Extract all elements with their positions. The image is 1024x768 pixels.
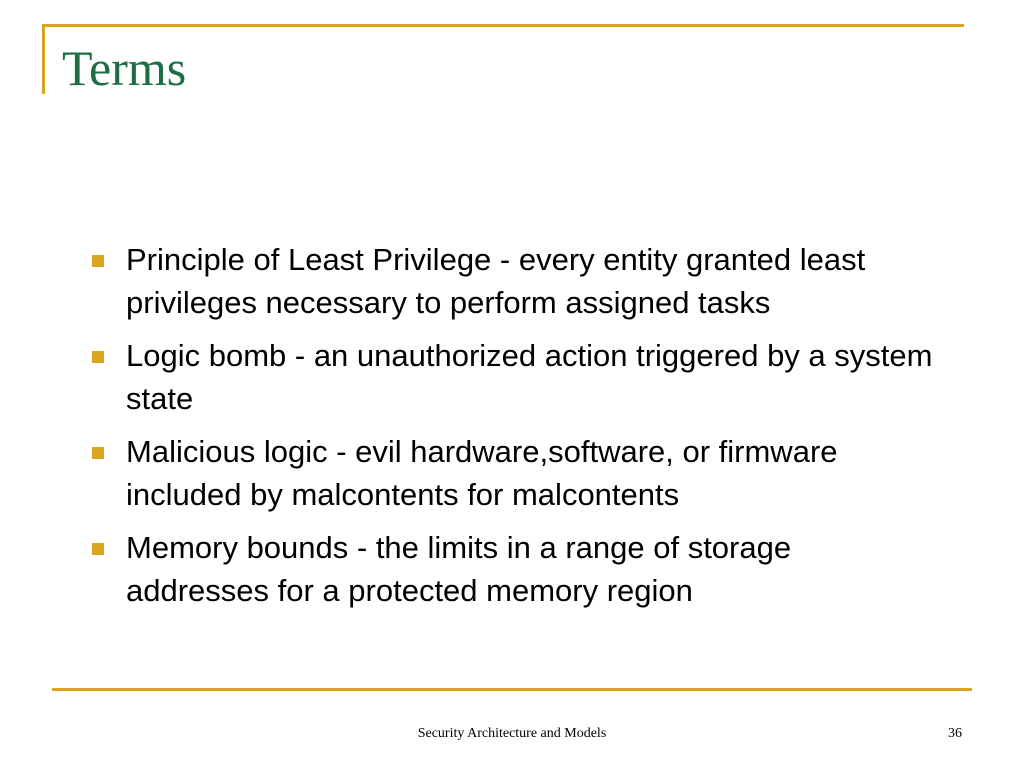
square-bullet-icon <box>92 351 104 363</box>
footer-title: Security Architecture and Models <box>417 726 607 741</box>
bullet-list <box>92 238 942 622</box>
bullet-item-memory-bounds <box>92 526 942 612</box>
bullet-text: Memory bounds - the limits in a range of storage addresses for a protected memory region <box>126 530 792 608</box>
footer-accent-rule <box>52 688 972 691</box>
square-bullet-icon <box>92 543 104 555</box>
bullet-item-least-privilege <box>92 238 942 324</box>
left-accent-rule <box>42 24 45 94</box>
bullet-item-malicious-logic <box>92 430 942 516</box>
bullet-text: Logic bomb - an unauthorized action triggered by a system state <box>126 338 933 416</box>
bullet-text: Principle of Least Privilege - every entity granted least privileges necessary to perform assigned tasks <box>126 242 866 320</box>
square-bullet-icon <box>92 447 104 459</box>
bullet-text: Malicious logic - evil hardware,software, or firmware included by malcontents for malcontents <box>126 434 838 512</box>
square-bullet-icon <box>92 255 104 267</box>
slide-title: Terms <box>62 40 187 96</box>
bullet-item-logic-bomb <box>92 334 942 420</box>
top-accent-rule <box>42 24 964 27</box>
page-number: 36 <box>948 726 962 741</box>
